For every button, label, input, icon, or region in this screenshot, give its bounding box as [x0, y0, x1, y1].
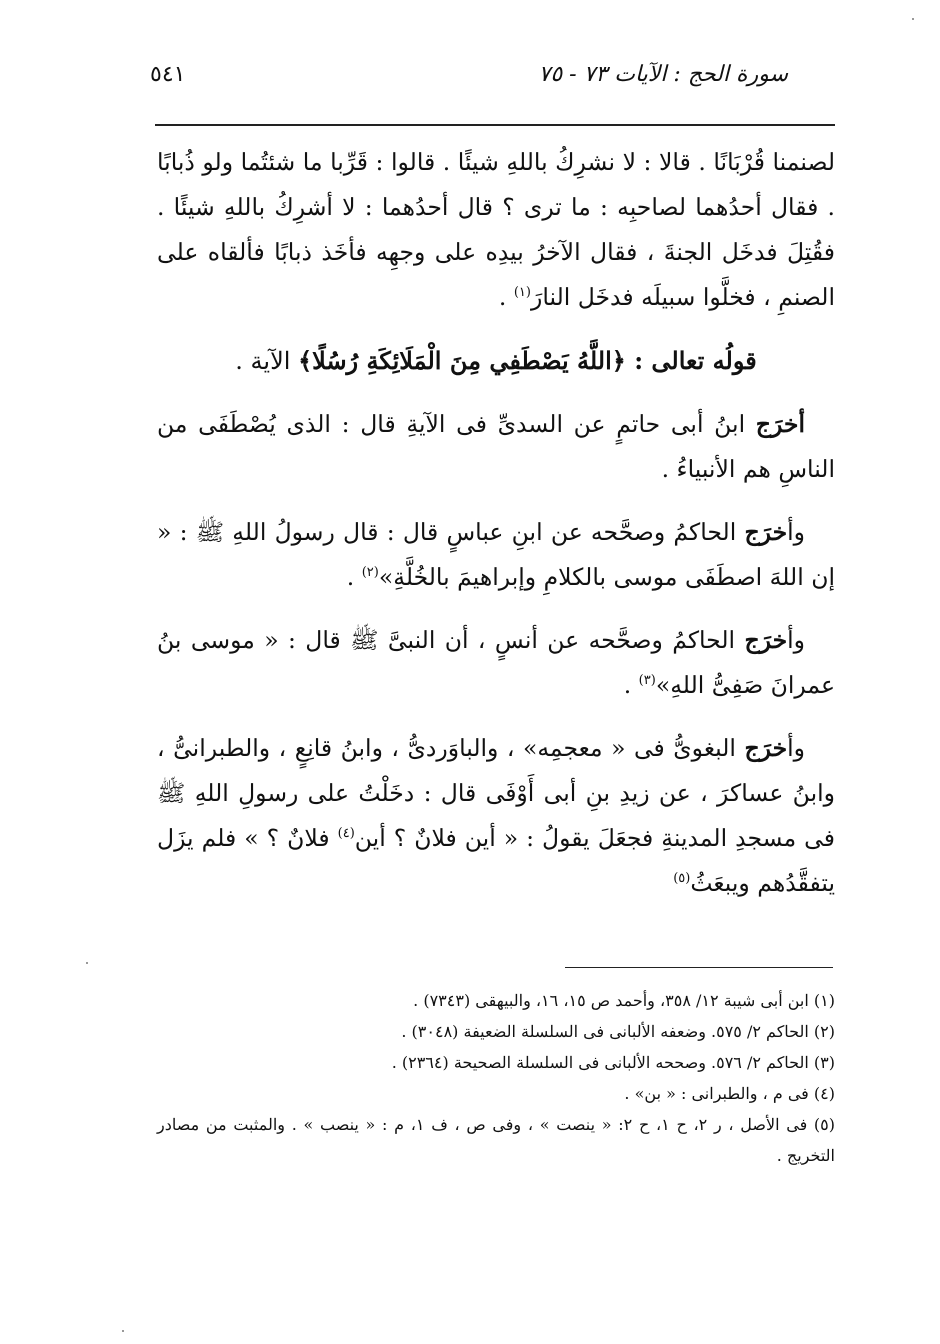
- paragraph-6-text-a: البغوىُّ فى « معجمِه» ، والباوَردىُّ ، وابنُ قانِعٍ ، والطبرانىُّ ، وابنُ عساكرَ ، عن زيدِ بنِ أبى أَوْفَى قال : دخَلْتُ على رسولِ اللهِ ﷺ فى مسجدِ المدينةِ فجعَلَ يقولُ : « أين فلانٌ ؟ أين: [157, 734, 835, 852]
- running-header: [150, 58, 788, 98]
- running-title: سورة الحج : الآيات ٧٣ - ٧٥: [538, 62, 788, 87]
- paragraph-3: [157, 402, 835, 492]
- page-number: ٥٤١: [150, 62, 186, 87]
- paragraph-4-pre: وأ: [787, 518, 805, 546]
- footnote-rule: [565, 967, 833, 968]
- footnotes: [157, 985, 835, 1171]
- footnote-ref-2: (٢): [361, 565, 379, 581]
- scan-speck: [912, 18, 914, 20]
- paragraph-1-end: .: [498, 283, 514, 311]
- footnote-ref-1: (١): [513, 285, 531, 301]
- paragraph-1: [157, 140, 835, 320]
- quran-verse: ﴿اللَّهُ يَصْطَفِي مِنَ الْمَلَائِكَةِ رُسُلًا﴾: [298, 346, 626, 375]
- paragraph-4: [157, 510, 835, 600]
- paragraph-6-text-b: فلانٌ ؟ » فلم يزَل يتفقَّدُهم ويبعَثُ: [157, 824, 835, 897]
- paragraph-3-lead: أخرَج: [755, 410, 805, 438]
- footnote-3: (٣) الحاكم ٢/ ٥٧٦. وصححه الألبانى فى السلسلة الصحيحة (٢٣٦٤) .: [391, 1053, 835, 1072]
- paragraph-6-pre: وأ: [787, 734, 805, 762]
- footnote-5: (٥) فى الأصل ، ر ٢، ح ١، ح ٢: « ينصت » ، وفى ص ، ف ١، م : « ينصب » . والمثبت من مصادر التخريج .: [157, 1115, 836, 1165]
- footnote-1: (١) ابن أبى شيبة ١٢/ ٣٥٨، وأحمد ص ١٥، ١٦، والبيهقى (٧٣٤٣) .: [413, 991, 835, 1010]
- paragraph-4-text: الحاكمُ وصحَّحه عن ابنِ عباسٍ قال : قال رسولُ اللهِ ﷺ : « إن اللهَ اصطَفَى موسى بالكلامِ وإبراهيمَ بالخُلَّةِ»: [157, 518, 835, 591]
- verse-heading-lead: قولُه تعالى :: [625, 346, 757, 375]
- footnote-ref-5: (٥): [673, 871, 691, 887]
- footnote-2: (٢) الحاكم ٢/ ٥٧٥. وضعفه الألبانى فى السلسلة الضعيفة (٣٠٤٨) .: [401, 1022, 835, 1041]
- footnote-ref-4: (٤): [337, 826, 355, 842]
- scan-speck: [86, 962, 88, 964]
- paragraph-3-text: ابنُ أبى حاتمٍ عن السدىِّ فى الآيةِ قال : الذى يُصْطَفَى من الناسِ هم الأنبياءُ .: [157, 410, 835, 483]
- paragraph-5: [157, 618, 835, 708]
- paragraph-6-lead: خرَج: [744, 734, 788, 762]
- paragraph-4-lead: خرَج: [744, 518, 788, 546]
- paragraph-1-text: لصنمنا قُرْبَانًا . قالا : لا نشرِكُ باللهِ شيئًا . قالوا : قَرِّبا ما شئتُما ولو ذُبابًا . فقال أحدُهما لصاحبِه : ما ترى ؟ قال أحدُهما : لا أشرِكُ باللهِ شيئًا . فقُتِلَ فدخَل الجنةَ ، فقال الآخرُ بيدِه على وجهِه فأخَذ ذبابًا فألقاه على الصنمِ ، فخلَّوا سبيلَه فدخَل النارَ: [157, 148, 835, 311]
- verse-heading-end: الآية .: [235, 347, 299, 375]
- header-rule: [155, 124, 835, 126]
- verse-heading: [157, 338, 835, 384]
- paragraph-6: [157, 726, 835, 906]
- scan-speck: [122, 1330, 124, 1332]
- paragraph-5-pre: وأ: [787, 626, 805, 654]
- paragraph-5-end: .: [623, 671, 639, 699]
- paragraph-5-text: الحاكمُ وصحَّحه عن أنسٍ ، أن النبىَّ ﷺ قال : « موسى بنُ عمرانَ صَفِىُّ اللهِ»: [157, 626, 835, 699]
- main-text: [157, 140, 835, 906]
- paragraph-4-end: .: [346, 563, 362, 591]
- paragraph-5-lead: خرَج: [744, 626, 788, 654]
- footnote-ref-3: (٣): [638, 673, 656, 689]
- footnote-4: (٤) فى م ، والطبرانى : « بن» .: [624, 1084, 835, 1103]
